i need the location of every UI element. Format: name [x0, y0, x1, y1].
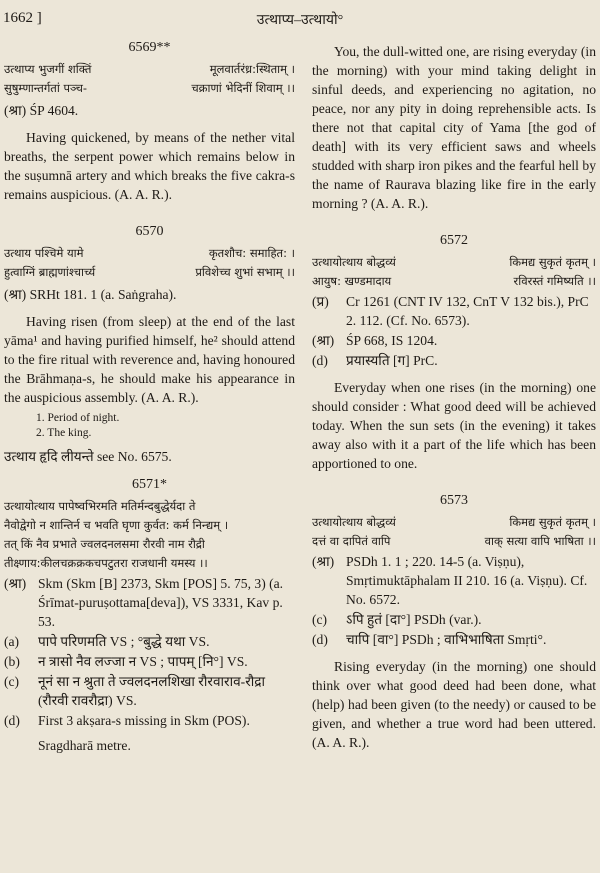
variant-reading: (b) न त्रासो नैव लज्जा न VS ; पापम् [नि°] VS. — [4, 654, 248, 669]
variant-reading: (d) First 3 akṣara-s missing in Skm (POS). — [4, 713, 250, 728]
verse-line: उत्थाय पश्चिमे यामे कृतशौच: समाहित: । — [4, 246, 295, 260]
verse-line: दत्तं वा दापितं वापि वाक् सत्या वापि भाषिता ।। — [312, 534, 596, 548]
variant-reading: (श्रा) PSDh 1. 1 ; 220. 14-5 (a. Viṣṇu), Smṛtimuktāphalam II 210. 16 (a. Viṣṇu). Cf. No. 6572. — [312, 554, 588, 607]
verse-line: तत् किं नैव प्रभाते ज्वलदनलसमा रौरवी नाम रौद्री — [4, 537, 205, 551]
entry-number: 6572 — [440, 233, 468, 248]
variant-reading: (श्रा) ŚP 668, IS 1204. — [312, 333, 438, 348]
footnote: 2. The king. — [36, 427, 92, 439]
variant-reading: (प्र) Cr 1261 (CNT IV 132, CnT V 132 bis.), PrC 2. 112. (Cf. No. 6573). — [312, 294, 589, 328]
variant-reading: (c) नूनं सा न श्रुता ते ज्वलदनलशिखा रौरवाराव-रौद्रा (रौरवी रावरौद्रा) VS. — [4, 674, 266, 708]
translation: Rising everyday (in the morning) one should think over what good deed had been done, what (help) had been given (to the needy) or caused to be given, and whether a true word had been uttered. (A. A. R.). — [312, 659, 596, 750]
variant-reading: (श्रा) Skm (Skm [B] 2373, Skm [POS] 5. 75, 3) (a. Śrīmat-puruṣottama[deva]), VS 3331, Kav p. 53. — [4, 576, 284, 629]
page-header — [0, 6, 600, 30]
verse-line: सुषुम्णान्तर्गतां पञ्च- चक्राणां भेदिनीं शिवाम् ।। — [4, 81, 295, 95]
translation: Having risen (from sleep) at the end of the last yāma¹ and having purified himself, he² should attend to the fire ritual with reverence and, having honoured the Brāhmaṇa-s, he should make his appearance in the auspicious assembly. (A. A. R.). — [4, 314, 295, 405]
translation: Everyday when one rises (in the morning) one should consider : What good deed will be achieved today. When the sun sets (in the evening) it takes away also with it a part of the life which has been apportioned to one. — [312, 380, 596, 471]
translation-6571: You, the dull-witted one, are rising everyday (in the morning) with your mind taking delight in sinful deeds, and experiencing no agitation, no peace, nor any pity in doing reprehensible acts. Is there not that capital city of Yama [the god of death] with its very efficient saws and wheels studded with sharp iron pikes and the fearful hell by the name of Raurava blazing like fire in the early morning ? (A. A. R.). — [312, 44, 596, 211]
verse-line: उत्थायोत्थाय बोद्धव्यं किमद्य सुकृतं कृतम् । — [312, 515, 596, 529]
running-title: उत्थाप्य–उत्थायो° — [256, 13, 344, 28]
page-number: 1662 ] — [3, 10, 42, 26]
variant-reading: (a) पापे परिणमति VS ; °बुद्धे यथा VS. — [4, 634, 210, 649]
entry-number: 6573 — [440, 493, 468, 508]
metre-note: Sragdharā metre. — [38, 738, 131, 753]
source-citation: (श्रा) ŚP 4604. — [4, 103, 79, 118]
source-citation: (श्रा) SRHt 181. 1 (a. Saṅgraha). — [4, 287, 177, 302]
verse-line: उत्थायोत्थाय बोद्धव्यं किमद्य सुकृतं कृतम् । — [312, 255, 596, 269]
variant-reading: (d) प्रयास्यति [ग] PrC. — [312, 353, 438, 368]
translation: Having quickened, by means of the nether vital breaths, the serpent power which remains below in the suṣumnā artery and which breaks the five cakra-s remains auspicious. (A. A. R.). — [4, 130, 295, 202]
verse-line: नैवोद्वेगो न शान्तिर्न च भवति घृणा कुर्वत: कर्म निन्द्यम् । — [4, 518, 229, 532]
entry-6572 — [312, 231, 596, 473]
verse-line: आयुष: खण्डमादाय रविरस्तं गमिष्यति ।। — [312, 274, 596, 288]
cross-reference: उत्थाय हृदि लीयन्ते see No. 6575. — [4, 449, 172, 464]
entry-6570 — [4, 222, 295, 466]
entry-number: 6569** — [128, 40, 171, 55]
left-column — [4, 38, 295, 755]
verse-line: उत्थाप्य भुजगीं शक्तिं मूलवार्तरंध्र:स्थिताम् । — [4, 62, 295, 76]
verse-line: हुत्वाग्निं ब्राह्मणांश्चार्च्य प्रविशेच्च शुभां सभाम् ।। — [4, 265, 295, 279]
right-column — [312, 38, 596, 756]
verse-line: तीक्ष्णाय:कीलचक्रक्रकचपटुतरा राजधानी यमस्य ।। — [4, 556, 208, 570]
entry-6569 — [4, 38, 295, 204]
verse-line: उत्थायोत्थाय पापेष्वभिरमति मतिर्मन्दबुद्धेर्यदा ते — [4, 499, 196, 513]
variant-reading: (c) ऽपि हुतं [दा°] PSDh (var.). — [312, 612, 482, 627]
footnote: 1. Period of night. — [36, 412, 120, 424]
entry-number: 6570 — [135, 224, 164, 239]
entry-number: 6571* — [132, 477, 167, 492]
entry-6573 — [312, 491, 596, 752]
variant-reading: (d) चापि [वा°] PSDh ; वाभिभाषिता Smṛti°. — [312, 632, 547, 647]
entry-6571 — [4, 475, 295, 755]
